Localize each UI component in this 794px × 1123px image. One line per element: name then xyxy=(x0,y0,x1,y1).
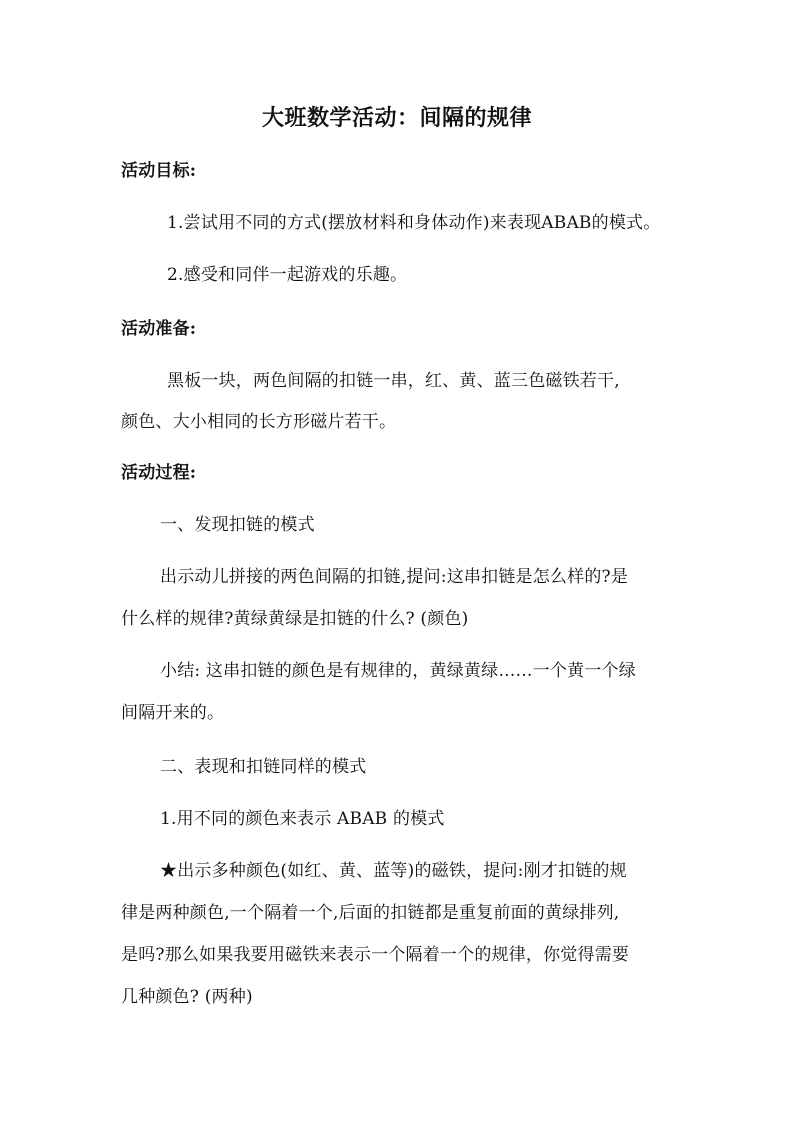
process-part1-summary-line-2: 间隔开来的。 xyxy=(121,703,225,723)
process-part2-para-line-2: 律是两种颜色,一个隔着一个,后面的扣链都是重复前面的黄绿排列, xyxy=(121,903,620,923)
process-part1-para-line-2: 什么样的规律?黄绿黄绿是扣链的什么? (颜色) xyxy=(121,609,469,629)
goal-item-2: 2.感受和同伴一起游戏的乐趣。 xyxy=(167,265,408,285)
preparation-line-2: 颜色、大小相同的长方形磁片若干。 xyxy=(121,412,397,432)
process-part1-summary-line-1: 小结: 这串扣链的颜色是有规律的，黄绿黄绿……一个黄一个绿 xyxy=(160,661,636,681)
goal-item-1: 1.尝试用不同的方式(摆放材料和身体动作)来表现ABAB的模式。 xyxy=(167,213,661,233)
process-part1-para-line-1: 出示动儿拼接的两色间隔的扣链,提问:这串扣链是怎么样的?是 xyxy=(160,567,629,587)
section-heading-goals: 活动目标: xyxy=(121,161,197,181)
process-part2-para-line-3: 是吗?那么如果我要用磁铁来表示一个隔着一个的规律，你觉得需要 xyxy=(121,945,630,965)
page-title: 大班数学活动：间隔的规律 xyxy=(261,105,532,131)
process-part2-para-line-1: ★出示多种颜色(如红、黄、蓝等)的磁铁，提问:刚才扣链的规 xyxy=(160,861,627,881)
process-part1-title: 一、发现扣链的模式 xyxy=(160,515,315,535)
process-part2-title: 二、表现和扣链同样的模式 xyxy=(160,757,367,777)
section-heading-preparation: 活动准备: xyxy=(121,319,197,339)
process-part2-para-line-4: 几种颜色? (两种) xyxy=(121,987,253,1007)
process-part2-subtitle-1: 1.用不同的颜色来表示 ABAB 的模式 xyxy=(160,809,445,829)
preparation-line-1: 黑板一块，两色间隔的扣链一串，红、黄、蓝三色磁铁若干, xyxy=(167,371,620,391)
section-heading-process: 活动过程: xyxy=(121,463,197,483)
